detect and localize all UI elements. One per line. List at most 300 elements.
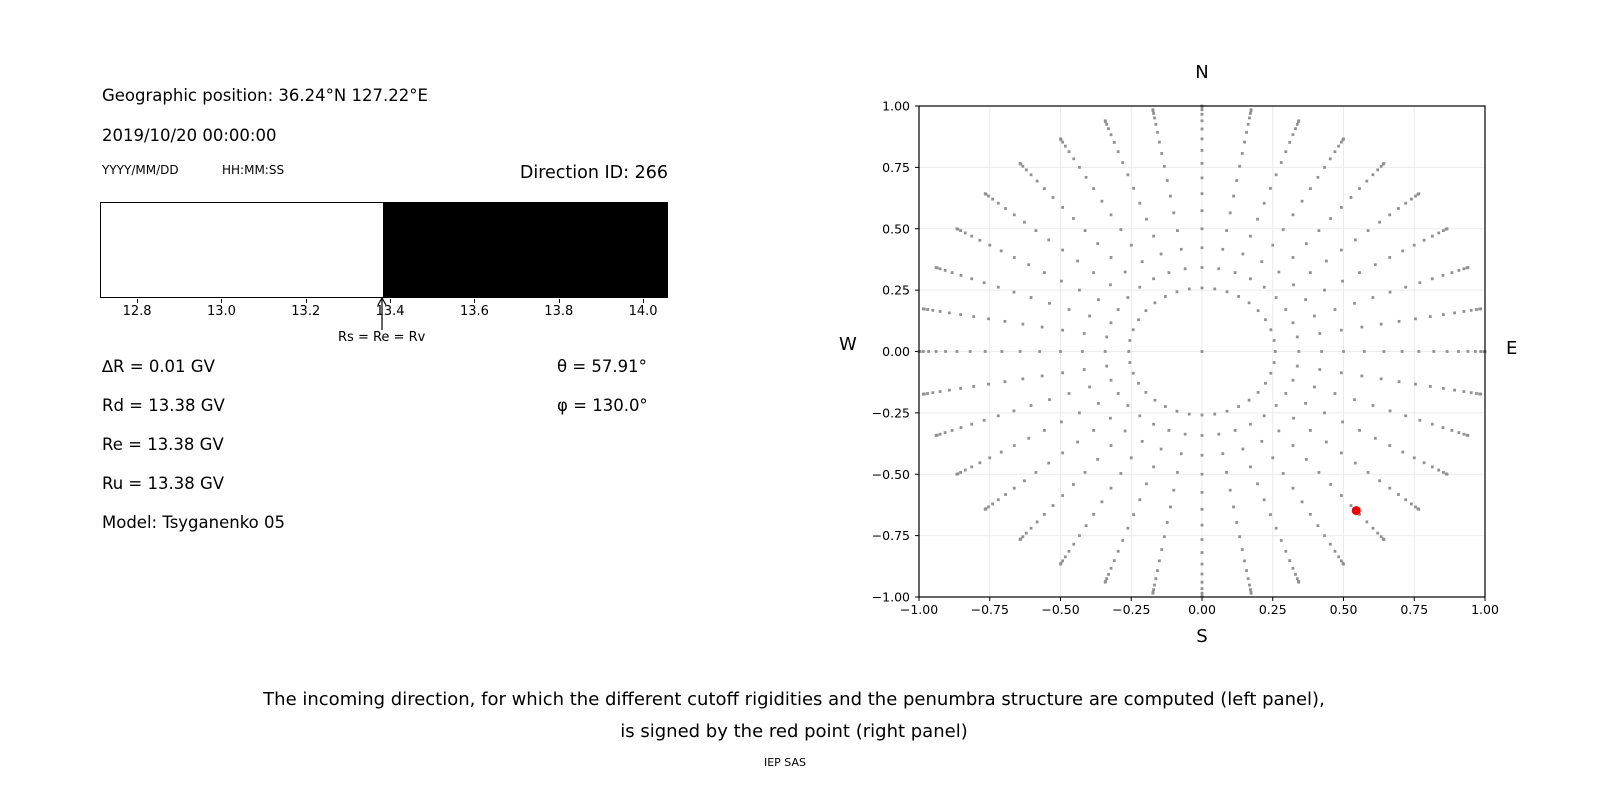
- direction-dot: [1152, 423, 1155, 426]
- direction-dot: [1237, 295, 1240, 298]
- direction-dot: [1176, 410, 1179, 413]
- direction-dot: [1138, 286, 1141, 289]
- direction-dot: [1462, 433, 1465, 436]
- direction-dot: [1060, 421, 1063, 424]
- direction-dot: [1105, 577, 1108, 580]
- direction-dot: [1084, 471, 1087, 474]
- direction-dot: [1126, 527, 1129, 530]
- direction-dot: [1288, 141, 1291, 144]
- direction-dot: [1263, 286, 1266, 289]
- direction-dot: [1013, 213, 1016, 216]
- date-format-hint: YYYY/MM/DD: [102, 163, 179, 177]
- y-tick-label: 0.75: [882, 159, 910, 175]
- direction-dot: [1340, 329, 1343, 332]
- direction-dot: [948, 389, 951, 392]
- direction-dot: [1201, 177, 1204, 180]
- direction-dot: [1132, 187, 1135, 190]
- direction-dot: [1234, 429, 1237, 432]
- direction-dot: [1141, 260, 1144, 263]
- direction-dot: [959, 313, 962, 316]
- direction-dot: [1030, 296, 1033, 299]
- direction-dot: [1201, 587, 1204, 590]
- direction-dot: [1342, 350, 1345, 353]
- direction-dot: [1092, 187, 1095, 190]
- direction-dot: [1323, 289, 1326, 292]
- direction-dot: [1232, 506, 1235, 509]
- direction-dot: [1083, 368, 1086, 371]
- direction-dot: [1238, 165, 1241, 168]
- x-tick-label: 0.00: [1188, 602, 1216, 617]
- direction-dot: [1109, 283, 1112, 286]
- direction-dot: [1282, 228, 1285, 231]
- direction-dot: [1160, 448, 1163, 451]
- direction-dot: [1061, 559, 1064, 562]
- datetime-text: 2019/10/20 00:00:00: [102, 126, 277, 145]
- direction-dot: [1201, 128, 1204, 131]
- direction-dot: [1249, 465, 1252, 468]
- direction-dot: [1457, 431, 1460, 434]
- direction-dot: [1318, 229, 1321, 232]
- direction-dot: [1153, 584, 1156, 587]
- direction-dot: [1021, 323, 1024, 326]
- direction-dot: [959, 387, 962, 390]
- direction-dot: [939, 433, 942, 436]
- direction-dot: [1304, 298, 1307, 301]
- direction-dot: [1068, 308, 1071, 311]
- direction-dot: [1353, 398, 1356, 401]
- x-tick-label: 0.25: [1258, 602, 1287, 617]
- direction-dot: [1453, 389, 1456, 392]
- direction-dot: [1292, 567, 1295, 570]
- direction-dot: [1280, 161, 1283, 164]
- y-tick-label: −0.75: [871, 528, 910, 544]
- direction-dot: [1030, 527, 1033, 530]
- direction-dot: [970, 277, 973, 280]
- direction-dot: [1325, 260, 1328, 263]
- direction-dot: [1431, 465, 1434, 468]
- direction-dot: [1201, 592, 1204, 595]
- direction-dot: [1318, 471, 1321, 474]
- direction-dot: [1354, 462, 1357, 465]
- direction-dot: [1374, 437, 1377, 440]
- penumbra-band-allowed: [101, 203, 383, 297]
- direction-dot: [1269, 513, 1272, 516]
- x-tick-mark: [221, 299, 222, 303]
- direction-dot: [1442, 229, 1445, 232]
- direction-dot: [1437, 232, 1440, 235]
- direction-dot: [1092, 513, 1095, 516]
- direction-dot: [1341, 421, 1344, 424]
- compass-west-label: W: [839, 334, 857, 355]
- direction-dot: [1201, 491, 1204, 494]
- direction-dot: [1301, 500, 1304, 503]
- direction-dot: [987, 317, 990, 320]
- direction-dot: [1126, 296, 1129, 299]
- direction-dot: [1365, 180, 1368, 183]
- direction-dot: [1342, 137, 1345, 140]
- direction-dot: [1249, 277, 1252, 280]
- direction-dot: [1288, 559, 1291, 562]
- direction-dot: [1389, 409, 1392, 412]
- direction-dot: [1260, 260, 1263, 263]
- direction-dot: [970, 465, 973, 468]
- direction-dot: [1429, 385, 1432, 388]
- direction-dot: [922, 307, 925, 310]
- direction-dot: [1104, 581, 1107, 584]
- direction-dot: [1156, 569, 1159, 572]
- direction-dot: [1096, 458, 1099, 461]
- direction-dot: [1184, 433, 1187, 436]
- direction-dot: [1154, 399, 1157, 402]
- direction-dot: [1145, 482, 1148, 485]
- direction-dot: [1104, 350, 1107, 353]
- direction-dot: [1340, 452, 1343, 455]
- direction-scatter-plot: [871, 98, 1499, 617]
- direction-dot: [1167, 429, 1170, 432]
- direction-dot: [1019, 350, 1022, 353]
- direction-dot: [1245, 569, 1248, 572]
- direction-dot: [1213, 288, 1216, 291]
- direction-dot: [987, 383, 990, 386]
- direction-dot: [1137, 318, 1140, 321]
- direction-dot: [1030, 173, 1033, 176]
- direction-dot: [935, 266, 938, 269]
- direction-dot: [1061, 249, 1064, 252]
- direction-dot: [1132, 372, 1135, 375]
- direction-dot: [997, 498, 1000, 501]
- direction-dot: [1068, 150, 1071, 153]
- direction-dot: [1363, 350, 1366, 353]
- x-tick-label: 13.4: [375, 304, 405, 319]
- direction-dot: [1117, 150, 1120, 153]
- direction-dot: [1021, 378, 1024, 381]
- direction-dot: [1059, 563, 1062, 566]
- direction-dot: [978, 461, 981, 464]
- direction-dot: [1340, 371, 1343, 374]
- direction-dot: [1152, 112, 1155, 115]
- direction-dot: [1372, 527, 1375, 530]
- direction-dot: [1119, 472, 1122, 475]
- direction-dot: [991, 503, 994, 506]
- direction-dot: [1414, 195, 1417, 198]
- x-tick-label: 1.00: [1471, 602, 1499, 617]
- direction-dot: [1397, 207, 1400, 210]
- direction-dot: [1164, 295, 1167, 298]
- direction-dot: [1061, 371, 1064, 374]
- direction-dot: [987, 195, 990, 198]
- direction-dot: [1383, 162, 1386, 165]
- direction-dot: [1340, 141, 1343, 144]
- direction-dot: [948, 311, 951, 314]
- direction-dot: [1126, 173, 1129, 176]
- direction-dot: [1313, 386, 1316, 389]
- direction-dot: [1417, 508, 1420, 511]
- direction-dot: [1201, 113, 1204, 116]
- direction-dot: [1296, 365, 1299, 368]
- direction-dot: [1201, 581, 1204, 584]
- direction-dot: [1110, 256, 1113, 259]
- direction-dot: [1277, 430, 1280, 433]
- direction-dot: [1128, 339, 1131, 342]
- direction-dot: [1052, 196, 1055, 199]
- direction-dot: [1117, 308, 1120, 311]
- direction-dot: [970, 235, 973, 238]
- direction-dot: [1084, 229, 1087, 232]
- direction-dot: [1423, 461, 1426, 464]
- direction-dot: [1030, 404, 1033, 407]
- direction-dot: [927, 350, 930, 353]
- direction-dot: [1160, 548, 1163, 551]
- direction-dot: [1229, 489, 1232, 492]
- direction-dot: [1467, 266, 1470, 269]
- direction-dot: [1350, 504, 1353, 507]
- selected-direction-point: [1352, 506, 1361, 515]
- direction-dot: [922, 393, 925, 396]
- direction-dot: [1107, 127, 1110, 130]
- direction-dot: [1152, 277, 1155, 280]
- direction-dot: [1305, 458, 1308, 461]
- direction-dot: [1284, 308, 1287, 311]
- direction-dot: [1296, 577, 1299, 580]
- direction-dot: [1201, 137, 1204, 140]
- direction-dot: [1166, 179, 1169, 182]
- direction-dot: [1388, 487, 1391, 490]
- direction-dot: [1309, 429, 1312, 432]
- direction-dot: [1151, 592, 1154, 595]
- direction-dot: [1068, 392, 1071, 395]
- direction-dot: [1225, 471, 1228, 474]
- direction-dot: [1446, 227, 1449, 230]
- direction-dot: [1431, 423, 1434, 426]
- direction-dot: [1275, 173, 1278, 176]
- direction-dot: [1432, 350, 1435, 353]
- x-tick-label: 0.75: [1400, 602, 1429, 617]
- y-tick-label: 0.50: [882, 221, 910, 237]
- direction-dot: [1450, 429, 1453, 432]
- direction-dot: [1388, 213, 1391, 216]
- direction-dot: [1110, 487, 1113, 490]
- direction-dot: [1036, 180, 1039, 183]
- direction-dot: [1414, 383, 1417, 386]
- direction-dot: [988, 456, 991, 459]
- direction-dot: [1329, 543, 1332, 546]
- x-tick-label: 13.2: [291, 304, 321, 319]
- direction-dot: [1413, 244, 1416, 247]
- direction-dot: [1105, 123, 1108, 126]
- direction-dot: [978, 239, 981, 242]
- direction-dot: [1013, 409, 1016, 412]
- direction-dot: [939, 390, 942, 393]
- direction-dot: [1467, 434, 1470, 437]
- direction-dot: [1201, 538, 1204, 541]
- direction-dot: [1221, 452, 1224, 455]
- rd-value: Rd = 13.38 GV: [102, 396, 225, 415]
- direction-dot: [1429, 315, 1432, 318]
- direction-dot: [1201, 563, 1204, 566]
- direction-dot: [1250, 592, 1253, 595]
- x-tick-label: −1.00: [899, 602, 939, 617]
- direction-dot: [1423, 239, 1426, 242]
- direction-dot: [1309, 271, 1312, 274]
- direction-dot: [1076, 441, 1079, 444]
- direction-dot: [1052, 504, 1055, 507]
- direction-dot: [1431, 277, 1434, 280]
- direction-dot: [1277, 271, 1280, 274]
- y-tick-label: −1.00: [871, 589, 910, 605]
- direction-dot: [1337, 555, 1340, 558]
- direction-dot: [1048, 302, 1051, 305]
- direction-dot: [1417, 192, 1420, 195]
- direction-dot: [1296, 123, 1299, 126]
- direction-dot: [1275, 296, 1278, 299]
- direction-dot: [1334, 150, 1337, 153]
- direction-dot: [1038, 350, 1041, 353]
- direction-dot: [1271, 244, 1274, 247]
- y-tick-label: 0.25: [882, 282, 910, 298]
- direction-dot: [1280, 539, 1283, 542]
- direction-dot: [1101, 200, 1104, 203]
- direction-dot: [1404, 498, 1407, 501]
- direction-dot: [960, 426, 963, 429]
- direction-dot: [1068, 550, 1071, 553]
- direction-dot: [1132, 328, 1135, 331]
- direction-dot: [1297, 119, 1300, 122]
- direction-dot: [1088, 386, 1091, 389]
- direction-dot: [1388, 256, 1391, 259]
- direction-dot: [1442, 387, 1445, 390]
- direction-dot: [1184, 267, 1187, 270]
- direction-dot: [1043, 429, 1046, 432]
- direction-dot: [1453, 311, 1456, 314]
- direction-dot: [1121, 539, 1124, 542]
- direction-dot: [1372, 296, 1375, 299]
- direction-dot: [1201, 162, 1204, 165]
- direction-dot: [1297, 350, 1300, 353]
- direction-dot: [1292, 256, 1295, 259]
- direction-dot: [1213, 413, 1216, 416]
- direction-dot: [1292, 487, 1295, 490]
- caption-line-2: is signed by the red point (right panel): [620, 721, 968, 742]
- direction-dot: [1101, 500, 1104, 503]
- direction-dot: [1061, 494, 1064, 497]
- direction-dot: [1317, 524, 1320, 527]
- direction-dot: [1263, 414, 1266, 417]
- direction-dot: [1292, 283, 1295, 286]
- direction-dot: [1292, 321, 1295, 324]
- direction-dot: [1172, 211, 1175, 214]
- direction-dot: [1235, 521, 1238, 524]
- direction-dot: [1358, 271, 1361, 274]
- direction-dot: [991, 198, 994, 201]
- direction-dot: [969, 350, 972, 353]
- direction-dot: [1305, 242, 1308, 245]
- direction-dot: [1273, 361, 1276, 364]
- direction-dot: [1035, 229, 1038, 232]
- direction-dot: [1180, 248, 1183, 251]
- direction-dot: [1323, 166, 1326, 169]
- direction-dot: [1309, 513, 1312, 516]
- direction-dot: [1242, 253, 1245, 256]
- direction-dot: [1081, 350, 1084, 353]
- direction-dot: [1442, 313, 1445, 316]
- direction-dot: [1376, 168, 1379, 171]
- direction-dot: [1229, 211, 1232, 214]
- direction-dot: [1414, 317, 1417, 320]
- direction-dot: [956, 227, 959, 230]
- direction-dot: [1358, 187, 1361, 190]
- cutoff-arrow-label: Rs = Re = Rv: [338, 330, 426, 345]
- direction-dot: [1248, 301, 1251, 304]
- direction-dot: [964, 469, 967, 472]
- direction-dot: [1479, 350, 1482, 353]
- direction-dot: [1072, 543, 1075, 546]
- direction-dot: [1164, 405, 1167, 408]
- direction-dot: [1475, 392, 1478, 395]
- direction-dot: [983, 419, 986, 422]
- direction-dot: [1294, 573, 1297, 576]
- direction-dot: [1296, 336, 1299, 339]
- direction-dot: [1226, 290, 1229, 293]
- direction-dot: [922, 350, 925, 353]
- direction-dot: [984, 350, 987, 353]
- direction-dot: [1401, 451, 1404, 454]
- direction-dot: [1126, 404, 1129, 407]
- direction-dot: [1237, 405, 1240, 408]
- x-tick-label: 13.8: [544, 304, 574, 319]
- direction-dot: [1072, 157, 1075, 160]
- x-tick-label: 0.50: [1329, 602, 1358, 617]
- credit-text: IEP SAS: [763, 756, 807, 769]
- direction-dot: [1467, 350, 1470, 353]
- direction-dot: [951, 271, 954, 274]
- time-format-hint: HH:MM:SS: [222, 163, 285, 177]
- direction-dot: [1260, 440, 1263, 443]
- direction-dot: [1160, 152, 1163, 155]
- direction-dot: [1110, 444, 1113, 447]
- penumbra-band-forbidden: [383, 203, 668, 297]
- direction-dot: [1043, 513, 1046, 516]
- theta-value: θ = 57.91°: [557, 357, 647, 376]
- direction-dot: [1201, 414, 1204, 417]
- x-tick-mark: [559, 299, 560, 303]
- direction-dot: [1323, 534, 1326, 537]
- direction-dot: [1234, 271, 1237, 274]
- direction-dot: [1457, 350, 1460, 353]
- direction-dot: [1263, 202, 1266, 205]
- direction-dot: [1076, 260, 1079, 263]
- compass-south-label: S: [1196, 626, 1208, 647]
- direction-dot: [1097, 402, 1100, 405]
- direction-dot: [1334, 308, 1337, 311]
- x-tick-mark: [137, 299, 138, 303]
- direction-dot: [1201, 434, 1204, 437]
- direction-dot: [1248, 117, 1251, 120]
- direction-dot: [1092, 271, 1095, 274]
- direction-dot: [1152, 465, 1155, 468]
- direction-dot: [1158, 559, 1161, 562]
- direction-dot: [1096, 242, 1099, 245]
- direction-dot: [1117, 392, 1120, 395]
- direction-dot: [1110, 567, 1113, 570]
- direction-dot: [1413, 456, 1416, 459]
- direction-dot: [1329, 483, 1332, 486]
- x-tick-mark: [643, 299, 644, 303]
- direction-dot: [1378, 221, 1381, 224]
- direction-dot: [1249, 423, 1252, 426]
- direction-dot: [1269, 187, 1272, 190]
- direction-dot: [1318, 332, 1321, 335]
- direction-dot: [1072, 217, 1075, 220]
